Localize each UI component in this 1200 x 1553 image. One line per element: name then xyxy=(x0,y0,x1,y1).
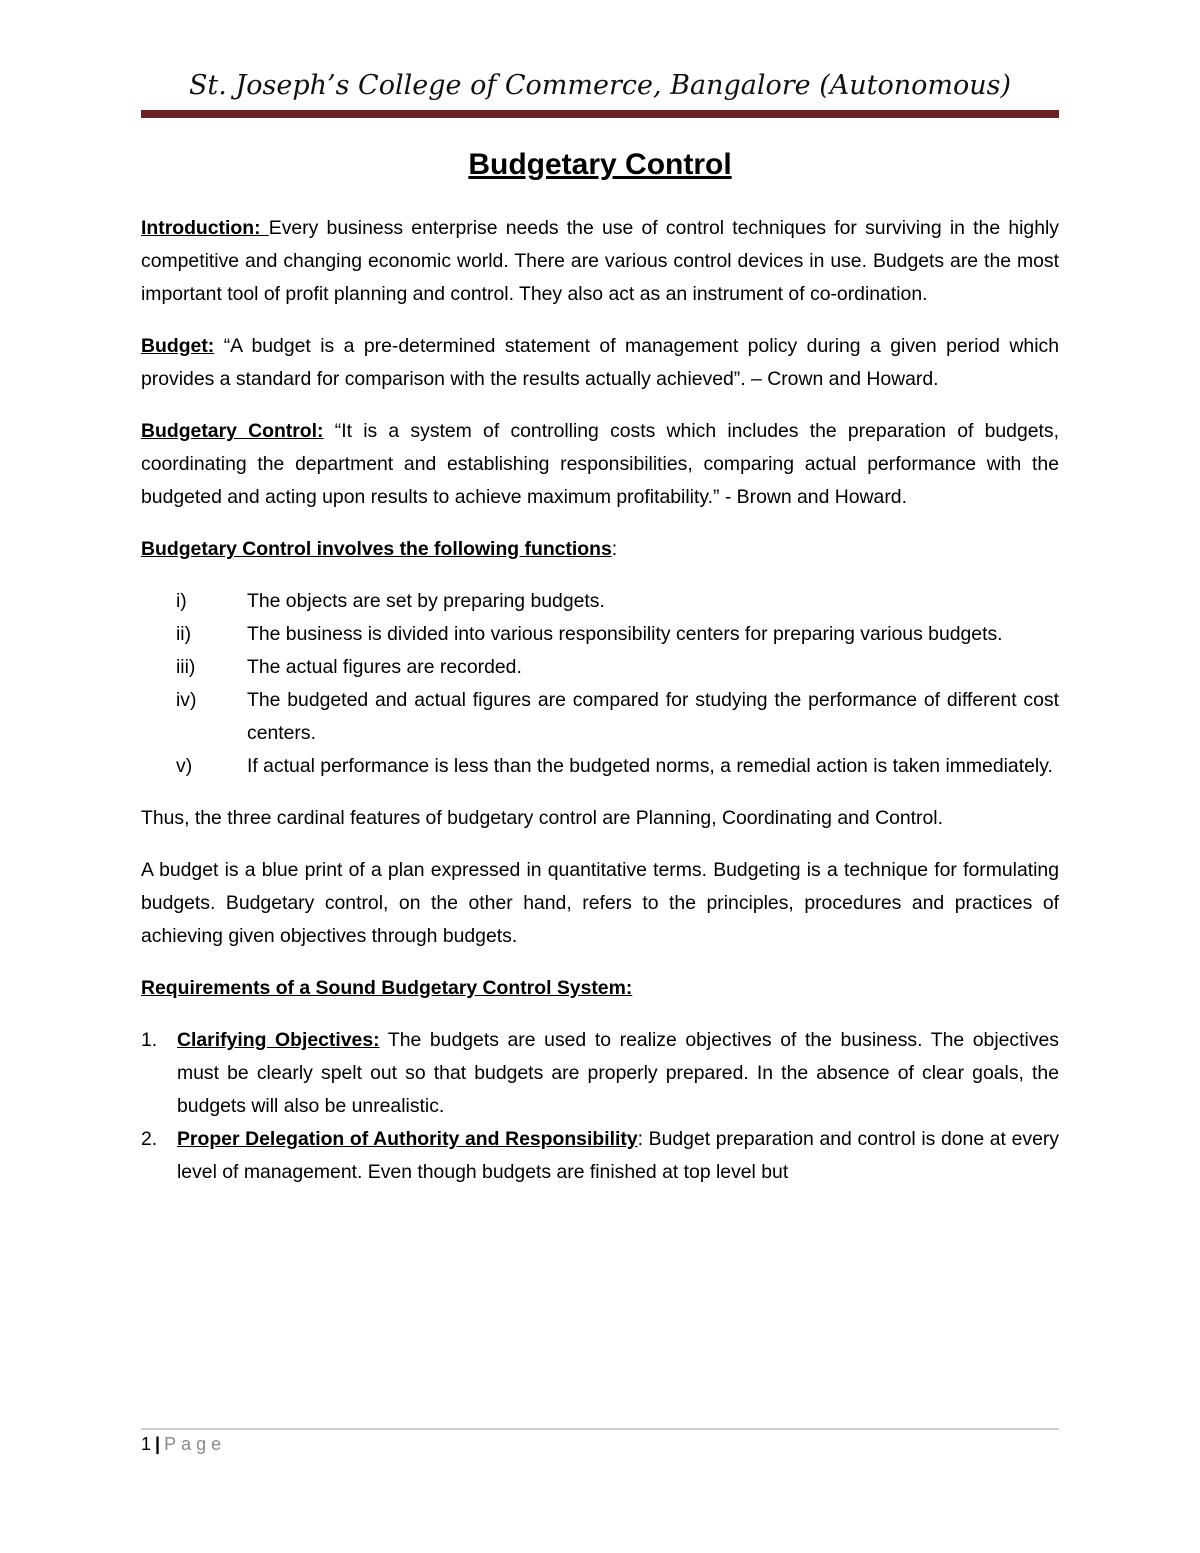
list-item-number: ii) xyxy=(176,623,192,645)
document-title xyxy=(141,148,1059,182)
budget-label: Budget: xyxy=(141,335,215,357)
list-item xyxy=(141,651,1059,684)
list-item-number: iv) xyxy=(176,689,197,711)
requirement-label: Proper Delegation of Authority and Responsibility xyxy=(177,1128,638,1150)
budgetary-control-text: “It is a system of controlling costs which includes the preparation of budgets, coordinating the department and establishing responsibilities, comparing actual performance with the budgeted and acting upon results to achieve maximum profitability.” - Brown and Howard. xyxy=(141,420,1059,508)
page-label: Page xyxy=(164,1434,227,1454)
budget-definition xyxy=(141,330,1059,396)
list-item-number: 2. xyxy=(141,1128,158,1150)
intro-label: Introduction: xyxy=(141,217,269,239)
list-item xyxy=(141,618,1059,651)
document-body xyxy=(141,212,1059,1189)
list-item-number: i) xyxy=(176,590,187,612)
list-item-text: If actual performance is less than the budgeted norms, a remedial action is taken immediately. xyxy=(247,755,1053,777)
page-header: St. Joseph’s College of Commerce, Bangalore (Autonomous) xyxy=(188,70,1012,101)
requirement-label: Clarifying Objectives: xyxy=(177,1029,380,1051)
list-item-number: iii) xyxy=(176,656,196,678)
budgetary-control-label: Budgetary Control: xyxy=(141,420,324,442)
page-footer xyxy=(141,1434,226,1455)
header-rule xyxy=(141,110,1059,118)
title-text: Budgetary Control xyxy=(468,148,732,181)
footer-rule xyxy=(141,1428,1059,1430)
blueprint-paragraph: A budget is a blue print of a plan expressed in quantitative terms. Budgeting is a technique for formulating budgets. Budgetary control, on the other hand, refers to the principles, procedures and practices of achieving given objectives through budgets. xyxy=(141,859,1059,947)
intro-paragraph xyxy=(141,212,1059,311)
cardinal-features-paragraph: Thus, the three cardinal features of budgetary control are Planning, Coordinating and Control. xyxy=(141,807,943,829)
list-item-text xyxy=(177,1123,1059,1189)
list-item-text: The objects are set by preparing budgets. xyxy=(247,590,605,612)
list-item-text: The budgeted and actual figures are compared for studying the performance of different cost centers. xyxy=(247,689,1059,744)
list-item xyxy=(141,684,1059,750)
list-item-text: The actual figures are recorded. xyxy=(247,656,522,678)
intro-text: Every business enterprise needs the use of control techniques for surviving in the highly competitive and changing economic world. There are various control devices in use. Budgets are the most important tool of profit planning and control. They also act as an instrument of co-ordination. xyxy=(141,217,1059,305)
requirements-list xyxy=(141,1024,1059,1189)
requirement-text: The budgets are used to realize objectives of the business. The objectives must be clearly spelt out so that budgets are properly prepared. In the absence of clear goals, the budgets will also be unrealistic. xyxy=(177,1029,1060,1117)
functions-heading-colon: : xyxy=(611,538,618,560)
functions-heading-text: Budgetary Control involves the following functions xyxy=(141,538,612,560)
budgetary-control-definition xyxy=(141,415,1059,514)
budget-text: “A budget is a pre-determined statement of management policy during a given period which provides a standard for comparison with the results actually achieved”. – Crown and Howard. xyxy=(141,335,1059,390)
list-item xyxy=(141,585,1059,618)
list-item-text xyxy=(177,1024,1059,1123)
list-item-text: The business is divided into various responsibility centers for preparing various budgets. xyxy=(247,623,1003,645)
list-item xyxy=(141,1024,1059,1123)
list-item-number: 1. xyxy=(141,1029,158,1051)
requirement-text: : Budget preparation and control is done at every level of management. Even though budgets are finished at top level but xyxy=(177,1128,1059,1183)
requirements-heading xyxy=(141,972,1059,1005)
requirements-heading-text: Requirements of a Sound Budgetary Control System: xyxy=(141,977,633,999)
functions-heading xyxy=(141,533,1059,566)
list-item xyxy=(141,1123,1059,1189)
list-item-number: v) xyxy=(176,755,193,777)
page-number: 1 xyxy=(141,1434,152,1454)
functions-list xyxy=(141,585,1059,783)
list-item xyxy=(141,750,1059,783)
footer-separator: | xyxy=(155,1434,161,1454)
